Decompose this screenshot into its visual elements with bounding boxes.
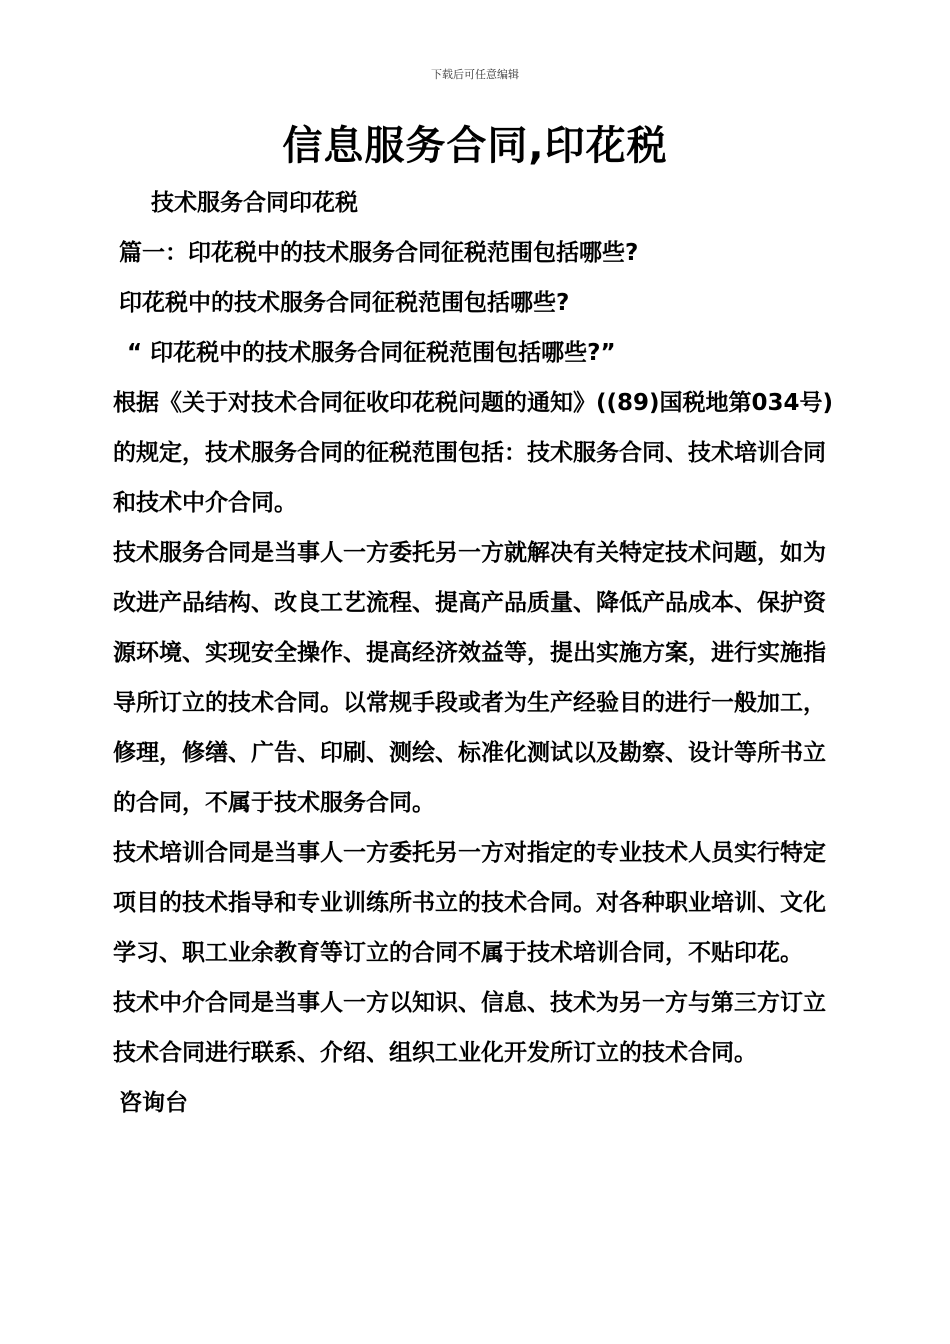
document-body [113, 178, 843, 1128]
paragraph-technical-training: 技术培训合同是当事人一方委托另一方对指定的专业技术人员实行特定项目的技术指导和专业训练所书立的技术合同。对各种职业培训、文化学习、职工业余教育等订立的合同不属于技术培训合同，不贴印花。 [113, 840, 826, 966]
closing-line: 咨询台 [119, 1090, 188, 1116]
paragraph-regulation: 根据《关于对技术合同征收印花税问题的通知》((89)国税地第034号)的规定，技术服务合同的征税范围包括：技术服务合同、技术培训合同和技术中介合同。 [113, 390, 834, 516]
document-title: 信息服务合同,印花税 [282, 123, 668, 169]
paragraph-technical-intermediary: 技术中介合同是当事人一方以知识、信息、技术为另一方与第三方订立技术合同进行联系、介绍、组织工业化开发所订立的技术合同。 [113, 990, 826, 1066]
paragraph-technical-service: 技术服务合同是当事人一方委托另一方就解决有关特定技术问题，如为改进产品结构、改良工艺流程、提高产品质量、降低产品成本、保护资源环境、实现安全操作、提高经济效益等，提出实施方案，进行实施指导所订立的技术合同。以常规手段或者为生产经验目的进行一般加工，修理，修缮、广告、印刷、测绘、标准化测试以及勘察、设计等所书立的合同，不属于技术服务合同。 [113, 540, 826, 816]
quoted-question-line: “ 印花税中的技术服务合同征税范围包括哪些?” [127, 340, 616, 366]
header-note: 下载后可任意编辑 [431, 68, 519, 81]
subtitle: 技术服务合同印花税 [151, 190, 358, 216]
section-heading: 篇一：印花税中的技术服务合同征税范围包括哪些? [119, 240, 639, 266]
question-line: 印花税中的技术服务合同征税范围包括哪些? [119, 290, 570, 316]
